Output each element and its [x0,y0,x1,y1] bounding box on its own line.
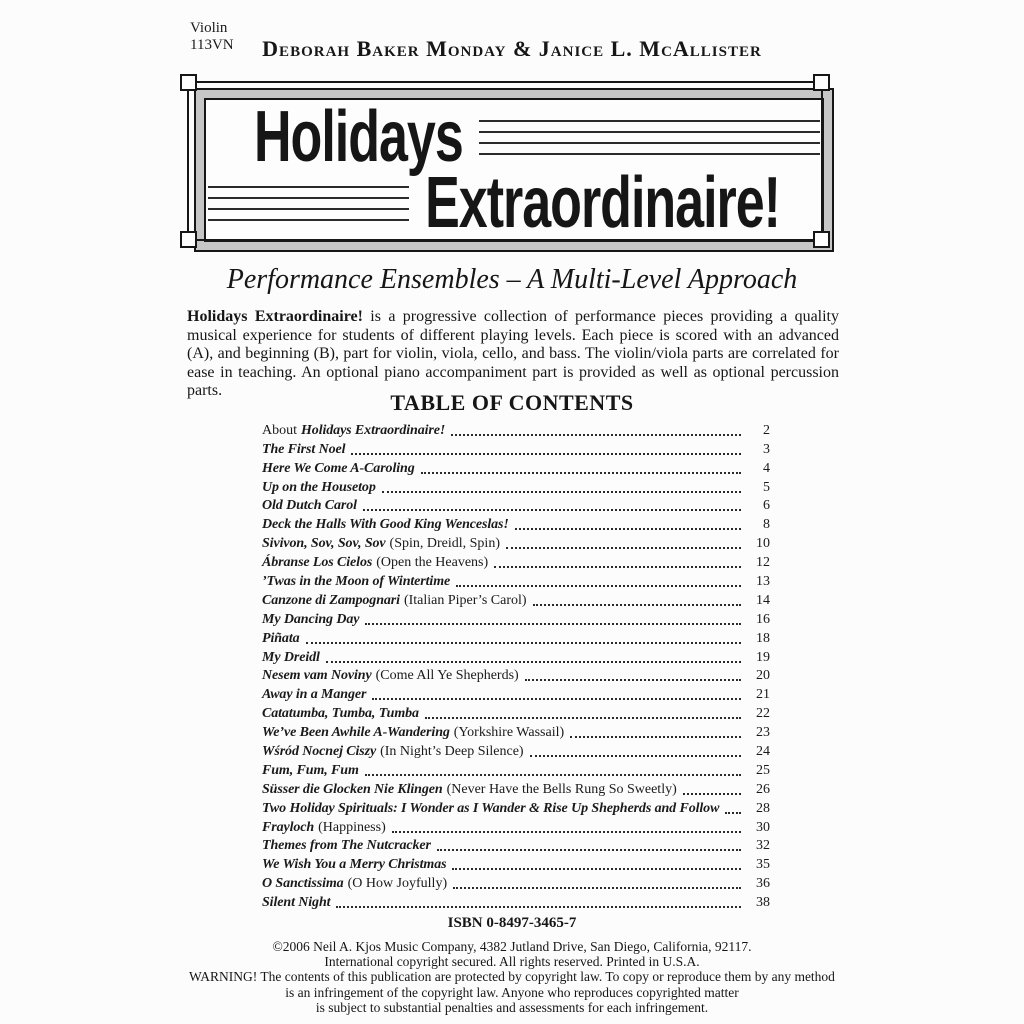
toc-entry-title: Wśród Nocnej Ciszy [262,744,377,760]
toc-entry-page: 16 [756,611,770,627]
toc-entry-title: Süsser die Glocken Nie Klingen [262,781,443,797]
toc-entry [262,892,770,911]
toc-entry [262,798,770,817]
toc-dotted-leader [382,491,741,493]
toc-dotted-leader [372,698,741,700]
toc-entry-title: Fum, Fum, Fum [262,762,359,778]
toc-dotted-leader [326,661,741,663]
isbn: ISBN 0-8497-3465-7 [447,915,577,931]
toc-entry-title: ’Twas in the Moon of Wintertime [262,574,451,590]
subtitle: Performance Ensembles – A Multi-Level Approach [226,264,798,295]
toc-dotted-leader [452,868,741,870]
title-row-1 [208,96,820,178]
title-content [208,96,820,244]
toc-dotted-leader [363,509,741,511]
toc-entry-page: 4 [763,460,770,476]
toc-dotted-leader [351,453,741,455]
toc-entry-page: 3 [763,441,770,457]
toc-entry-note: (Open the Heavens) [376,555,489,571]
toc-dotted-leader [515,528,741,530]
toc-entry-title: Sivivon, Sov, Sov, Sov [262,536,386,552]
toc-entry [262,684,770,703]
toc-entry [262,609,770,628]
toc-entry-title: Ábranse Los Cielos [262,555,373,571]
toc-entry-title: My Dreidl [262,649,320,665]
toc-dotted-leader [306,642,741,644]
toc-dotted-leader [421,472,741,474]
toc-entry-page: 24 [756,744,770,760]
copyright-line: is subject to substantial penalties and assessments for each infringement. [315,999,709,1015]
toc-entry-title: Piñata [262,630,300,646]
toc-entry-page: 14 [756,592,770,608]
book-title-line1: Holidays [254,96,463,178]
toc-entry-page: 26 [756,781,770,797]
toc-entry-note: (Yorkshire Wassail) [453,725,565,741]
toc-entry-page: 12 [756,555,770,571]
toc-heading: TABLE OF CONTENTS [390,390,634,415]
toc-dotted-leader [525,679,741,681]
toc-entry-page: 28 [756,800,770,816]
book-title-line2: Extraordinaire! [425,162,780,244]
toc-entry [262,552,770,571]
toc-entry-page: 2 [763,422,770,438]
toc-entry-note: (Never Have the Bells Rung So Sweetly) [446,781,677,797]
toc-entry-note: (Italian Piper’s Carol) [403,592,527,608]
toc-entry-page: 10 [756,536,770,552]
toc-entry-page: 38 [756,895,770,911]
toc-entry [262,722,770,741]
title-frame [196,90,832,250]
copyright-line: International copyright secured. All rights reserved. Printed in U.S.A. [324,954,700,970]
toc-entry [262,854,770,873]
frame-corner-square [180,231,197,248]
staff-lines-decoration [208,186,409,221]
toc-entry-title: Deck the Halls With Good King Wenceslas! [262,517,509,533]
toc-entry-page: 35 [756,857,770,873]
toc-entry [262,817,770,836]
toc-entry-page: 36 [756,876,770,892]
toc-dotted-leader [456,585,741,587]
instrument-label: Violin [190,20,228,36]
copyright-line: is an infringement of the copyright law. Anyone who reproduces copyrighted matter [285,984,739,1000]
copyright-block [0,939,1024,1015]
toc-entry-page: 22 [756,706,770,722]
toc-entry [262,496,770,515]
toc-dotted-leader [530,755,741,757]
toc-entry-page: 19 [756,649,770,665]
toc-entry-note: (Come All Ye Shepherds) [375,668,519,684]
toc-dotted-leader [336,906,741,908]
toc-entry-page: 21 [756,687,770,703]
toc-entry [262,628,770,647]
toc-entry-title: O Sanctissima [262,876,344,892]
toc-entry [262,571,770,590]
toc-entry-title: Two Holiday Spirituals: I Wonder as I Wander & Rise Up Shepherds and Follow [262,800,720,816]
toc-entry-title: Catatumba, Tumba, Tumba [262,706,419,722]
toc-entry [262,533,770,552]
toc-entry-title: Holidays Extraordinaire! [301,422,446,438]
frame-corner-square [180,74,197,91]
toc-entry-title: We Wish You a Merry Christmas [262,857,447,873]
toc-dotted-leader [570,736,741,738]
toc-dotted-leader [365,774,741,776]
toc-entry-title: Themes from The Nutcracker [262,838,431,854]
toc-entry [262,741,770,760]
copyright-line: WARNING! The contents of this publication are protected by copyright law. To copy or reproduce them by any method [189,969,835,985]
toc-entry-page: 32 [756,838,770,854]
toc-entry-note: (In Night’s Deep Silence) [380,744,524,760]
intro-lead: Holidays Extraordinaire! [187,308,363,325]
toc-entry [262,873,770,892]
toc-entry [262,514,770,533]
toc-entry [262,779,770,798]
toc-dotted-leader [365,623,741,625]
title-row-2 [208,162,820,244]
toc-entry-title: Here We Come A-Caroling [262,460,415,476]
toc-entry-page: 5 [763,479,770,495]
toc-entry-title: Canzone di Zampognari [262,592,400,608]
toc-dotted-leader [453,887,741,889]
toc-entry-title: We’ve Been Awhile A-Wandering [262,725,450,741]
toc-entry [262,666,770,685]
toc-entry-page: 8 [763,517,770,533]
toc-entry-page: 30 [756,819,770,835]
toc-entry [262,647,770,666]
frame-corner-square [813,74,830,91]
toc-entry-page: 20 [756,668,770,684]
toc-dotted-leader [425,717,741,719]
toc-entry-title: Frayloch [262,819,315,835]
toc-entry-page: 25 [756,762,770,778]
toc-entry-title: My Dancing Day [262,611,360,627]
toc-entry [262,439,770,458]
intro-text: is a progressive collection of performance pieces providing a quality musical experience for students of different playing levels. Each piece is scored with an advanced (A), and beginning (B), part for violin, viola, cello, and bass. The violin/viola parts are correlated for ease in teaching. An optional piano accompaniment part is provided as well as optional percussion parts. [187,308,840,399]
toc-list [262,420,770,911]
toc-entry-page: 6 [763,498,770,514]
toc-entry [262,760,770,779]
toc-dotted-leader [451,434,741,436]
toc-entry-note: (Spin, Dreidl, Spin) [389,536,500,552]
toc-entry-page: 23 [756,725,770,741]
toc-dotted-leader [437,849,741,851]
toc-entry [262,836,770,855]
toc-dotted-leader [494,566,741,568]
toc-entry [262,458,770,477]
toc-entry [262,703,770,722]
authors-line: Deborah Baker Monday & Janice L. McAllister [262,36,762,61]
intro-paragraph [187,308,839,401]
toc-dotted-leader [533,604,741,606]
toc-entry-note: (Happiness) [318,819,386,835]
toc-entry-title: Silent Night [262,895,331,911]
footer [0,915,1024,1015]
toc-entry-page: 13 [756,574,770,590]
toc-dotted-leader [506,547,741,549]
toc-dotted-leader [683,793,741,795]
toc-entry-page: 18 [756,630,770,646]
copyright-line: ©2006 Neil A. Kjos Music Company, 4382 Jutland Drive, San Diego, California, 92117. [272,939,752,954]
toc-dotted-leader [725,812,741,814]
toc-entry [262,590,770,609]
toc-entry-title: Old Dutch Carol [262,498,357,514]
toc-entry [262,477,770,496]
staff-lines-decoration [479,120,820,155]
catalog-number: 113VN [190,37,234,53]
toc-dotted-leader [392,831,741,833]
toc-entry-title: Nesem vam Noviny [262,668,372,684]
toc-entry [262,420,770,439]
toc-entry-prefix: About [262,422,297,438]
toc-entry-title: The First Noel [262,441,346,457]
toc-entry-title: Up on the Housetop [262,479,376,495]
toc-entry-note: (O How Joyfully) [347,876,448,892]
toc-entry-title: Away in a Manger [262,687,367,703]
